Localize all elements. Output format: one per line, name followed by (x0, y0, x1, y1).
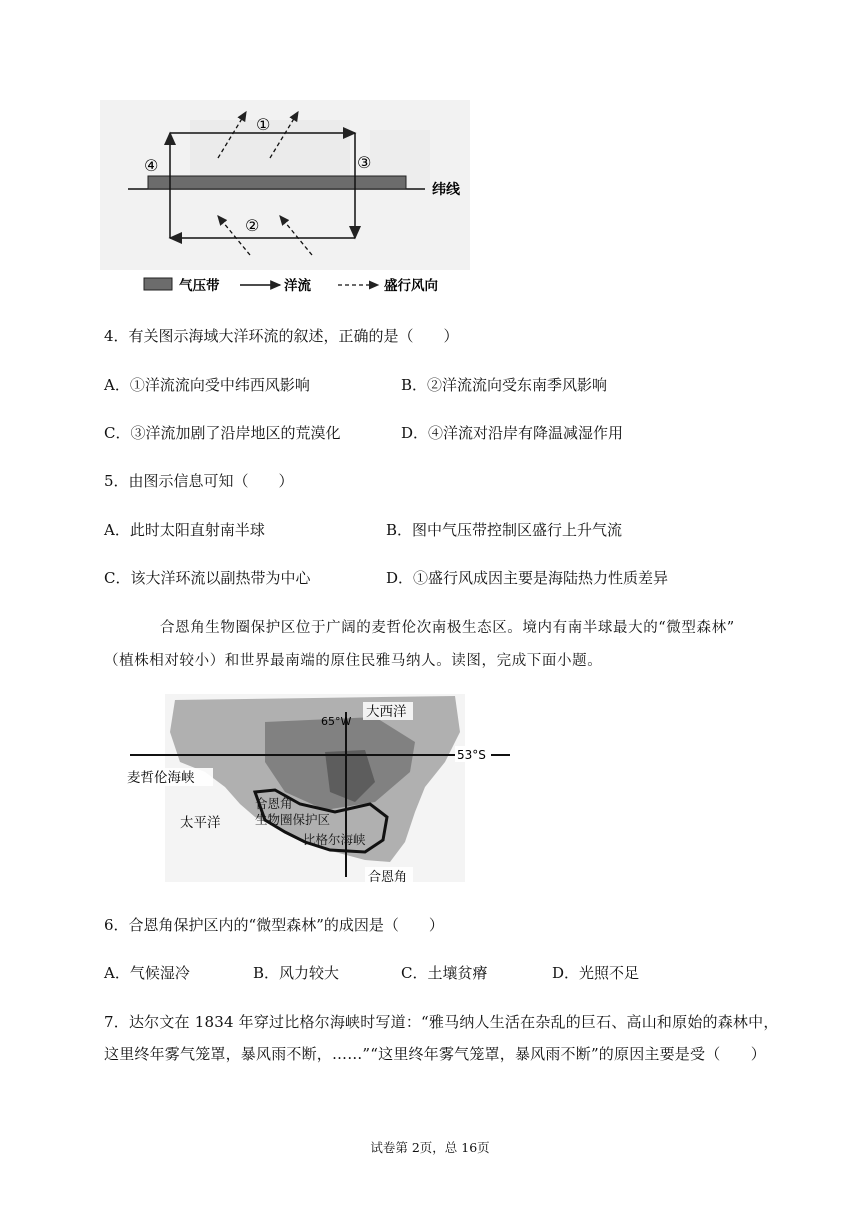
label-reserve-1: 合恩角 (255, 796, 293, 811)
marker-4: ④ (144, 156, 159, 175)
latitude-label: 纬线 (432, 182, 460, 198)
q5-stem: 5．由图示信息可知（ ） (104, 472, 294, 490)
pressure-belt (148, 176, 406, 189)
marker-3: ③ (357, 153, 372, 172)
cape-horn-map (125, 692, 520, 892)
label-53s: 53°S (457, 748, 486, 762)
q7-line-2: 这里终年雾气笼罩，暴风雨不断，……”“这里终年雾气笼罩，暴风雨不断”的原因主要是受（ ） (104, 1045, 767, 1063)
label-cape-horn: 合恩角 (368, 870, 408, 885)
q6-option-b[interactable]: B．风力较大 (253, 964, 340, 982)
q4-stem: 4．有关图示海域大洋环流的叙述，正确的是（ ） (104, 327, 459, 345)
q4-option-c[interactable]: C．③洋流加剧了沿岸地区的荒漠化 (104, 424, 341, 442)
legend-wind-label: 盛行风向 (384, 278, 438, 294)
label-beagle-channel: 比格尔海峡 (303, 832, 366, 847)
q5-option-a[interactable]: A．此时太阳直射南半球 (104, 521, 265, 539)
passage-line-1: 合恩角生物圈保护区位于广阔的麦哲伦次南极生态区。境内有南半球最大的“微型森林” (160, 620, 735, 636)
legend-pressure-swatch (144, 278, 172, 290)
label-pacific: 太平洋 (180, 815, 221, 831)
q6-option-a[interactable]: A．气候湿冷 (104, 964, 190, 982)
q5-option-b[interactable]: B．图中气压带控制区盛行上升气流 (386, 521, 623, 539)
label-magellan-strait: 麦哲伦海峡 (127, 770, 195, 786)
q6-stem: 6．合恩角保护区内的“微型森林”的成因是（ ） (104, 916, 444, 934)
marker-1: ① (256, 115, 271, 134)
marker-2: ② (245, 216, 260, 235)
ocean-circulation-diagram (100, 100, 480, 305)
q6-option-c[interactable]: C．土壤贫瘠 (401, 964, 488, 982)
page-footer: 试卷第 2页，总 16页 (370, 1140, 490, 1155)
q4-option-d[interactable]: D．④洋流对沿岸有降温减湿作用 (401, 424, 624, 442)
label-reserve-2: 生物圈保护区 (255, 812, 331, 827)
label-65w: 65°W (321, 715, 352, 728)
q7-line-1: 7．达尔文在 1834 年穿过比格尔海峡时写道：“雅马纳人生活在杂乱的巨石、高山和原始的森林中， (104, 1013, 779, 1031)
legend-current-label: 洋流 (284, 278, 311, 294)
q6-option-d[interactable]: D．光照不足 (552, 964, 640, 982)
q4-option-a[interactable]: A．①洋流流向受中纬西风影响 (104, 376, 310, 394)
legend-pressure-label: 气压带 (179, 278, 220, 294)
passage-line-2: （植株相对较小）和世界最南端的原住民雅马纳人。读图，完成下面小题。 (104, 653, 603, 669)
q5-option-d[interactable]: D．①盛行风成因主要是海陆热力性质差异 (386, 569, 669, 587)
q5-option-c[interactable]: C．该大洋环流以副热带为中心 (104, 569, 311, 587)
q4-option-b[interactable]: B．②洋流流向受东南季风影响 (401, 376, 608, 394)
label-atlantic: 大西洋 (366, 704, 407, 720)
